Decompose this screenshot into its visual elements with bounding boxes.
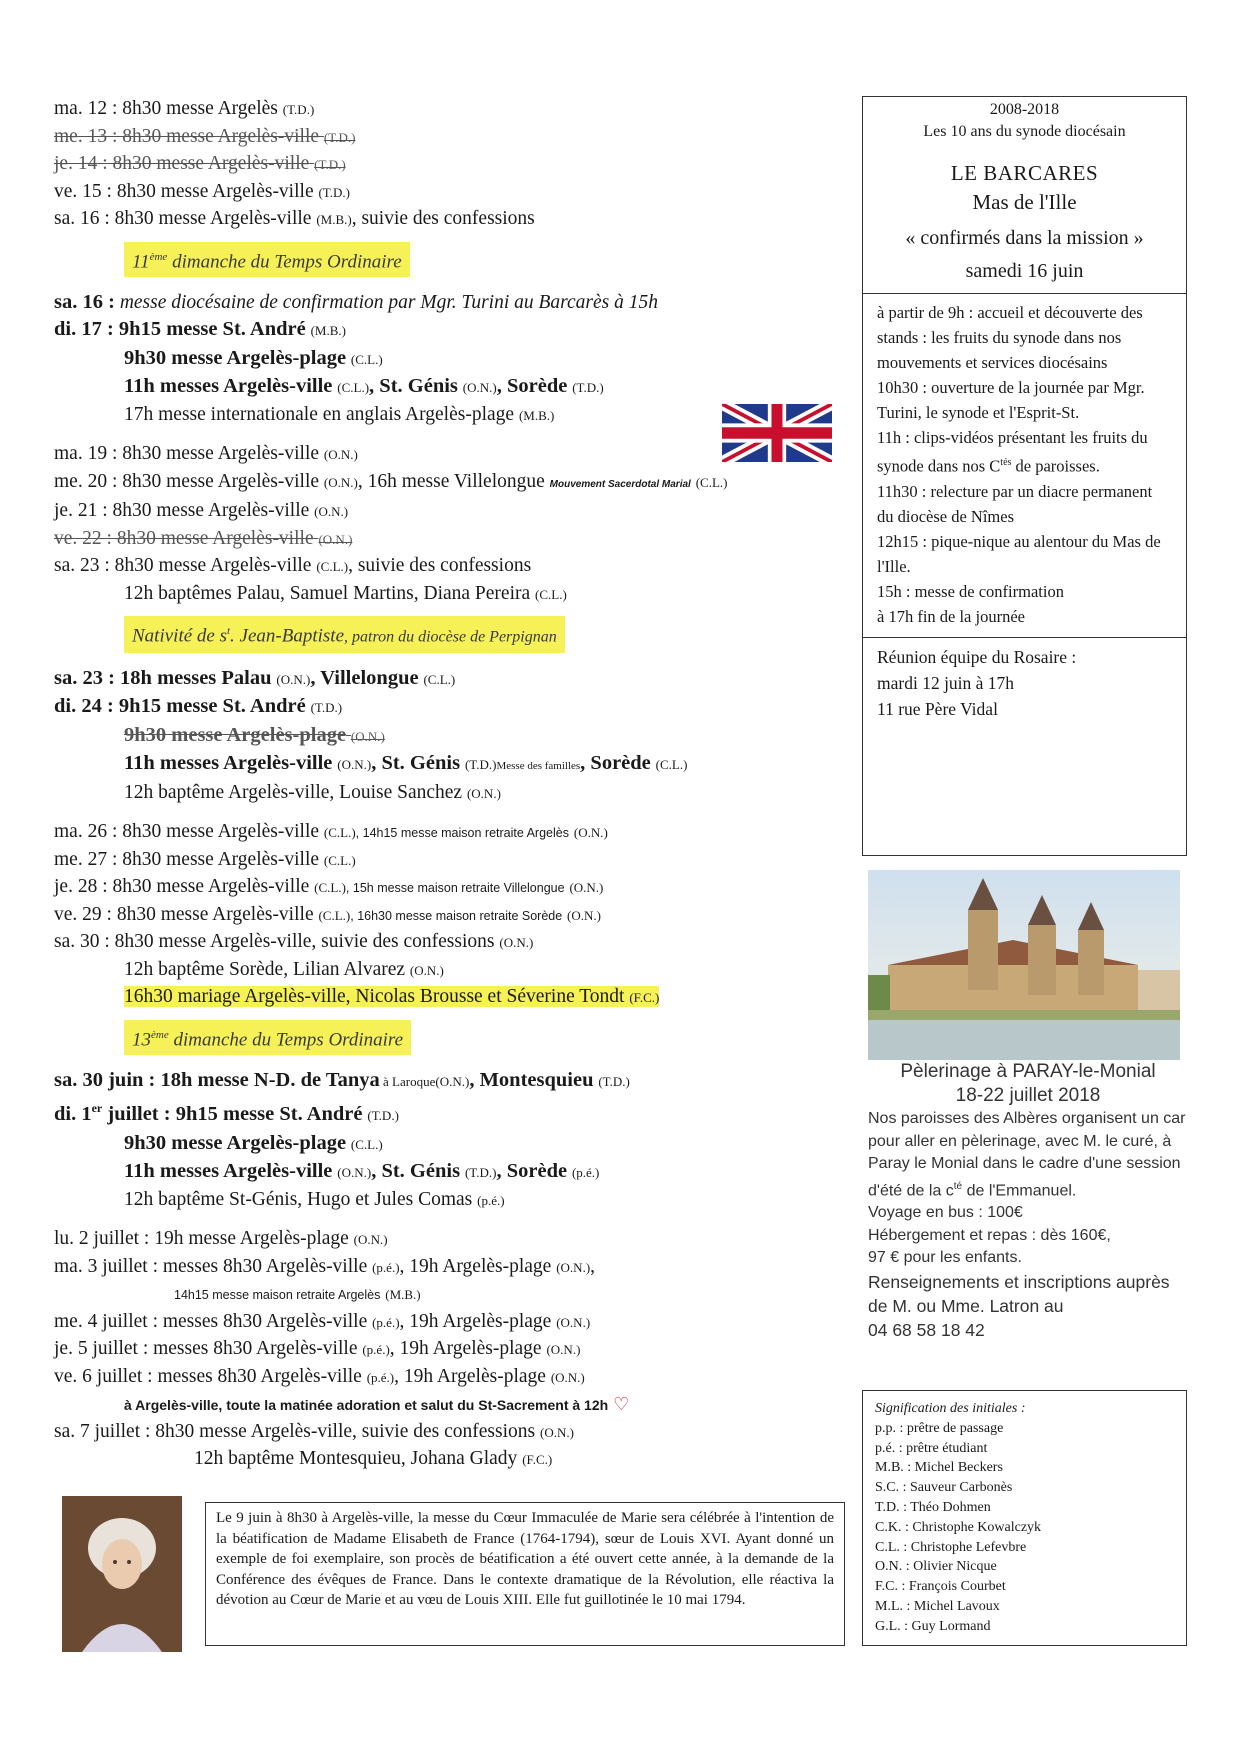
synod-venue: Mas de l'Ille — [972, 190, 1077, 214]
schedule-line: sa. 7 juillet : 8h30 messe Argelès-ville, suivie des confessions (O.N.) — [54, 1420, 574, 1442]
heart-icon: ♡ — [613, 1394, 630, 1415]
beatification-note: Le 9 juin à 8h30 à Argelès-ville, la messe du Cœur Immaculée de Marie sera célébrée à l'intention de la béatification de Madame Elisabeth de France (1764-1794), sœur de Louis XVI. Ayant donné un exemple de foi exemplaire, son procès de béatification a été ouvert cette année, à la demande de la Conférence des évêques de France. Dans le contexte dramatique de la Révolution, elle réactiva la dévotion au Cœur de Marie et au vœu de Louis XIII. Elle fut guillotinée le 10 mai 1794. — [205, 1502, 845, 1646]
schedule-line: ma. 26 : 8h30 messe Argelès-ville (C.L.), 14h15 messe maison retraite Argelès (O.N.) — [54, 821, 608, 843]
schedule-line: 12h baptême Montesquieu, Johana Glady (F.C.) — [194, 1448, 553, 1470]
synod-quote: « confirmés dans la mission » — [905, 227, 1144, 249]
schedule-line: ve. 15 : 8h30 messe Argelès-ville (T.D.) — [54, 180, 350, 202]
schedule-line: je. 21 : 8h30 messe Argelès-ville (O.N.) — [54, 500, 349, 522]
schedule-line: ve. 22 : 8h30 messe Argelès-ville (O.N.) — [54, 527, 353, 549]
schedule-line: di. 24 : 9h15 messe St. André (T.D.) — [54, 695, 343, 718]
schedule-line: 16h30 mariage Argelès-ville, Nicolas Brousse et Séverine Tondt (F.C.) — [124, 986, 660, 1008]
schedule-line: à Argelès-ville, toute la matinée adoration et salut du St-Sacrement à 12h ♡ — [124, 1394, 630, 1415]
legend-item: p.p. : prêtre de passage — [875, 1420, 1004, 1436]
section-heading: 13ème dimanche du Temps Ordinaire — [54, 1020, 844, 1055]
schedule-line: ve. 29 : 8h30 messe Argelès-ville (C.L.), 16h30 messe maison retraite Sorède (O.N.) — [54, 903, 601, 925]
schedule-line: ve. 6 juillet : messes 8h30 Argelès-ville (p.é.), 19h Argelès-plage (O.N.) — [54, 1365, 585, 1387]
synod-title: Les 10 ans du synode diocésain — [923, 123, 1126, 140]
schedule-line: je. 14 : 8h30 messe Argelès-ville (T.D.) — [54, 153, 346, 174]
schedule-line: sa. 30 : 8h30 messe Argelès-ville, suivie des confessions (O.N.) — [54, 931, 534, 953]
schedule-line: 12h baptême Argelès-ville, Louise Sanchez (O.N.) — [124, 781, 501, 803]
portrait-photo — [62, 1496, 182, 1652]
synod-box — [862, 96, 1187, 856]
schedule-line: me. 13 : 8h30 messe Argelès-ville (T.D.) — [54, 125, 356, 147]
legend-item: p.é. : prêtre étudiant — [875, 1440, 988, 1456]
schedule-line: ma. 19 : 8h30 messe Argelès-ville (O.N.) — [54, 443, 358, 465]
section-heading: Nativité de $s^t$. Jean-Baptiste, patron du diocèse de Perpignan — [54, 616, 844, 652]
schedule-line: 12h baptême St-Génis, Hugo et Jules Comas (p.é.) — [124, 1188, 505, 1210]
synod-program: à partir de 9h : accueil et découverte des stands : les fruits du synode dans nos mouvements et services diocésains 10h30 : ouverture de la journée par Mgr. Turini, le synode et l'Esprit-St. 11h : clips-vidéos présentant les fruits du synode dans nos $C^{tés}$ de paroisses. 11h30 : relecture par un diacre permanent du diocèse de Nîmes 12h15 : pique-nique au alentour du Mas de l'Ille. 15h : messe de confirmation à 17h fin de la journée — [877, 303, 1161, 626]
schedule-line: me. 27 : 8h30 messe Argelès-ville (C.L.) — [54, 848, 356, 870]
synod-years: 2008-2018 — [989, 101, 1060, 118]
schedule-line: di. 17 : 9h15 messe St. André (M.B.) — [54, 318, 346, 341]
union-jack-flag — [722, 404, 832, 462]
schedule-line: ma. 12 : 8h30 messe Argelès (T.D.) — [54, 98, 315, 119]
schedule-line: sa. 16 : messe diocésaine de confirmation par Mgr. Turini au Barcarès à 15h — [54, 290, 659, 313]
schedule-line: sa. 23 : 18h messes Palau (O.N.), Villelongue (C.L.) — [54, 666, 456, 689]
synod-date: samedi 16 juin — [965, 260, 1084, 282]
schedule-line: lu. 2 juillet : 19h messe Argelès-plage (O.N.) — [54, 1228, 388, 1250]
legend-item: M.L. : Michel Lavoux — [875, 1598, 1000, 1614]
schedule-line: 12h baptême Sorède, Lilian Alvarez (O.N.) — [124, 958, 444, 980]
section-heading: 11ème dimanche du Temps Ordinaire — [54, 242, 844, 277]
schedule-line: sa. 23 : 8h30 messe Argelès-ville (C.L.), suivie des confessions — [54, 555, 532, 577]
schedule-line: me. 4 juillet : messes 8h30 Argelès-ville (p.é.), 19h Argelès-plage (O.N.) — [54, 1310, 591, 1332]
schedule-line: 12h baptêmes Palau, Samuel Martins, Diana Pereira (C.L.) — [124, 582, 567, 604]
legend-item: G.L. : Guy Lormand — [875, 1618, 991, 1634]
pilgrimage-notice: Pèlerinage à PARAY-le-Monial 18-22 juillet 2018 Nos paroisses des Albères organisent un car pour aller en pèlerinage, avec M. le curé, à Paray le Monial dans le cadre d'une session d'été de la $c^{té}$ de l'Emmanuel. Voyage en bus : 100€ Hébergement et repas : dès 160€, 97 € pour les enfants. Renseignements et inscriptions auprès de M. ou Mme. Latron au 04 68 58 18 42 — [868, 1061, 1186, 1340]
schedule-line: 9h30 messe Argelès-plage (O.N.) — [124, 723, 385, 746]
synod-place: LE BARCARES — [950, 161, 1099, 185]
schedule-line: 17h messe internationale en anglais Argelès-plage (M.B.) — [124, 403, 555, 425]
schedule-line: 11h messes Argelès-ville (O.N.), St. Génis (T.D.)Messe des familles, Sorède (C.L.) — [124, 752, 688, 775]
schedule-line: ma. 3 juillet : messes 8h30 Argelès-ville (p.é.), 19h Argelès-plage (O.N.), — [54, 1255, 596, 1277]
abbey-photo — [868, 870, 1180, 1060]
schedule-line: 11h messes Argelès-ville (C.L.), St. Génis (O.N.), Sorède (T.D.) — [124, 375, 604, 398]
schedule-line: 9h30 messe Argelès-plage (C.L.) — [124, 1131, 383, 1154]
initials-legend: Signification des initiales : p.p. : prêtre de passage p.é. : prêtre étudiant M.B. : Michel Beckers S.C. : Sauveur Carbonès T.D. : Théo Dohmen C.K. : Christophe Kowalczyk C.L. : Christophe Lefevbre O.N. : Olivier Nicque F.C. : François Courbet M.L. : Michel Lavoux G.L. : Guy Lormand — [862, 1390, 1187, 1646]
schedule-line: 9h30 messe Argelès-plage (C.L.) — [124, 346, 383, 369]
schedule-line: je. 28 : 8h30 messe Argelès-ville (C.L.), 15h messe maison retraite Villelongue (O.N.) — [54, 876, 604, 898]
legend-item: C.K. : Christophe Kowalczyk — [875, 1519, 1042, 1535]
schedule-line: sa. 30 juin : 18h messe N-D. de Tanya à Laroque(O.N.), Montesquieu (T.D.) — [54, 1068, 630, 1091]
schedule-line: 14h15 messe maison retraite Argelès (M.B.) — [174, 1287, 421, 1303]
schedule-line: je. 5 juillet : messes 8h30 Argelès-ville (p.é.), 19h Argelès-plage (O.N.) — [54, 1338, 581, 1360]
schedule-line: di. 1er juillet : 9h15 messe St. André (T.D.) — [54, 1101, 399, 1126]
legend-item: S.C. : Sauveur Carbonès — [875, 1480, 1013, 1496]
legend-item: O.N. : Olivier Nicque — [875, 1559, 997, 1575]
legend-item: C.L. : Christophe Lefevbre — [875, 1539, 1027, 1555]
schedule-line: 11h messes Argelès-ville (O.N.), St. Génis (T.D.), Sorède (p.é.) — [124, 1160, 600, 1183]
schedule — [54, 96, 844, 1474]
legend-item: F.C. : François Courbet — [875, 1579, 1006, 1595]
legend-item: M.B. : Michel Beckers — [875, 1460, 1003, 1476]
legend-item: T.D. : Théo Dohmen — [875, 1499, 991, 1515]
schedule-line: me. 20 : 8h30 messe Argelès-ville (O.N.), 16h messe Villelongue Mouvement Sacerdotal Marial (C.L.) — [54, 470, 728, 492]
schedule-line: sa. 16 : 8h30 messe Argelès-ville (M.B.), suivie des confessions — [54, 208, 535, 229]
rosary-meeting: Réunion équipe du Rosaire : mardi 12 juin à 17h 11 rue Père Vidal — [877, 646, 1077, 719]
